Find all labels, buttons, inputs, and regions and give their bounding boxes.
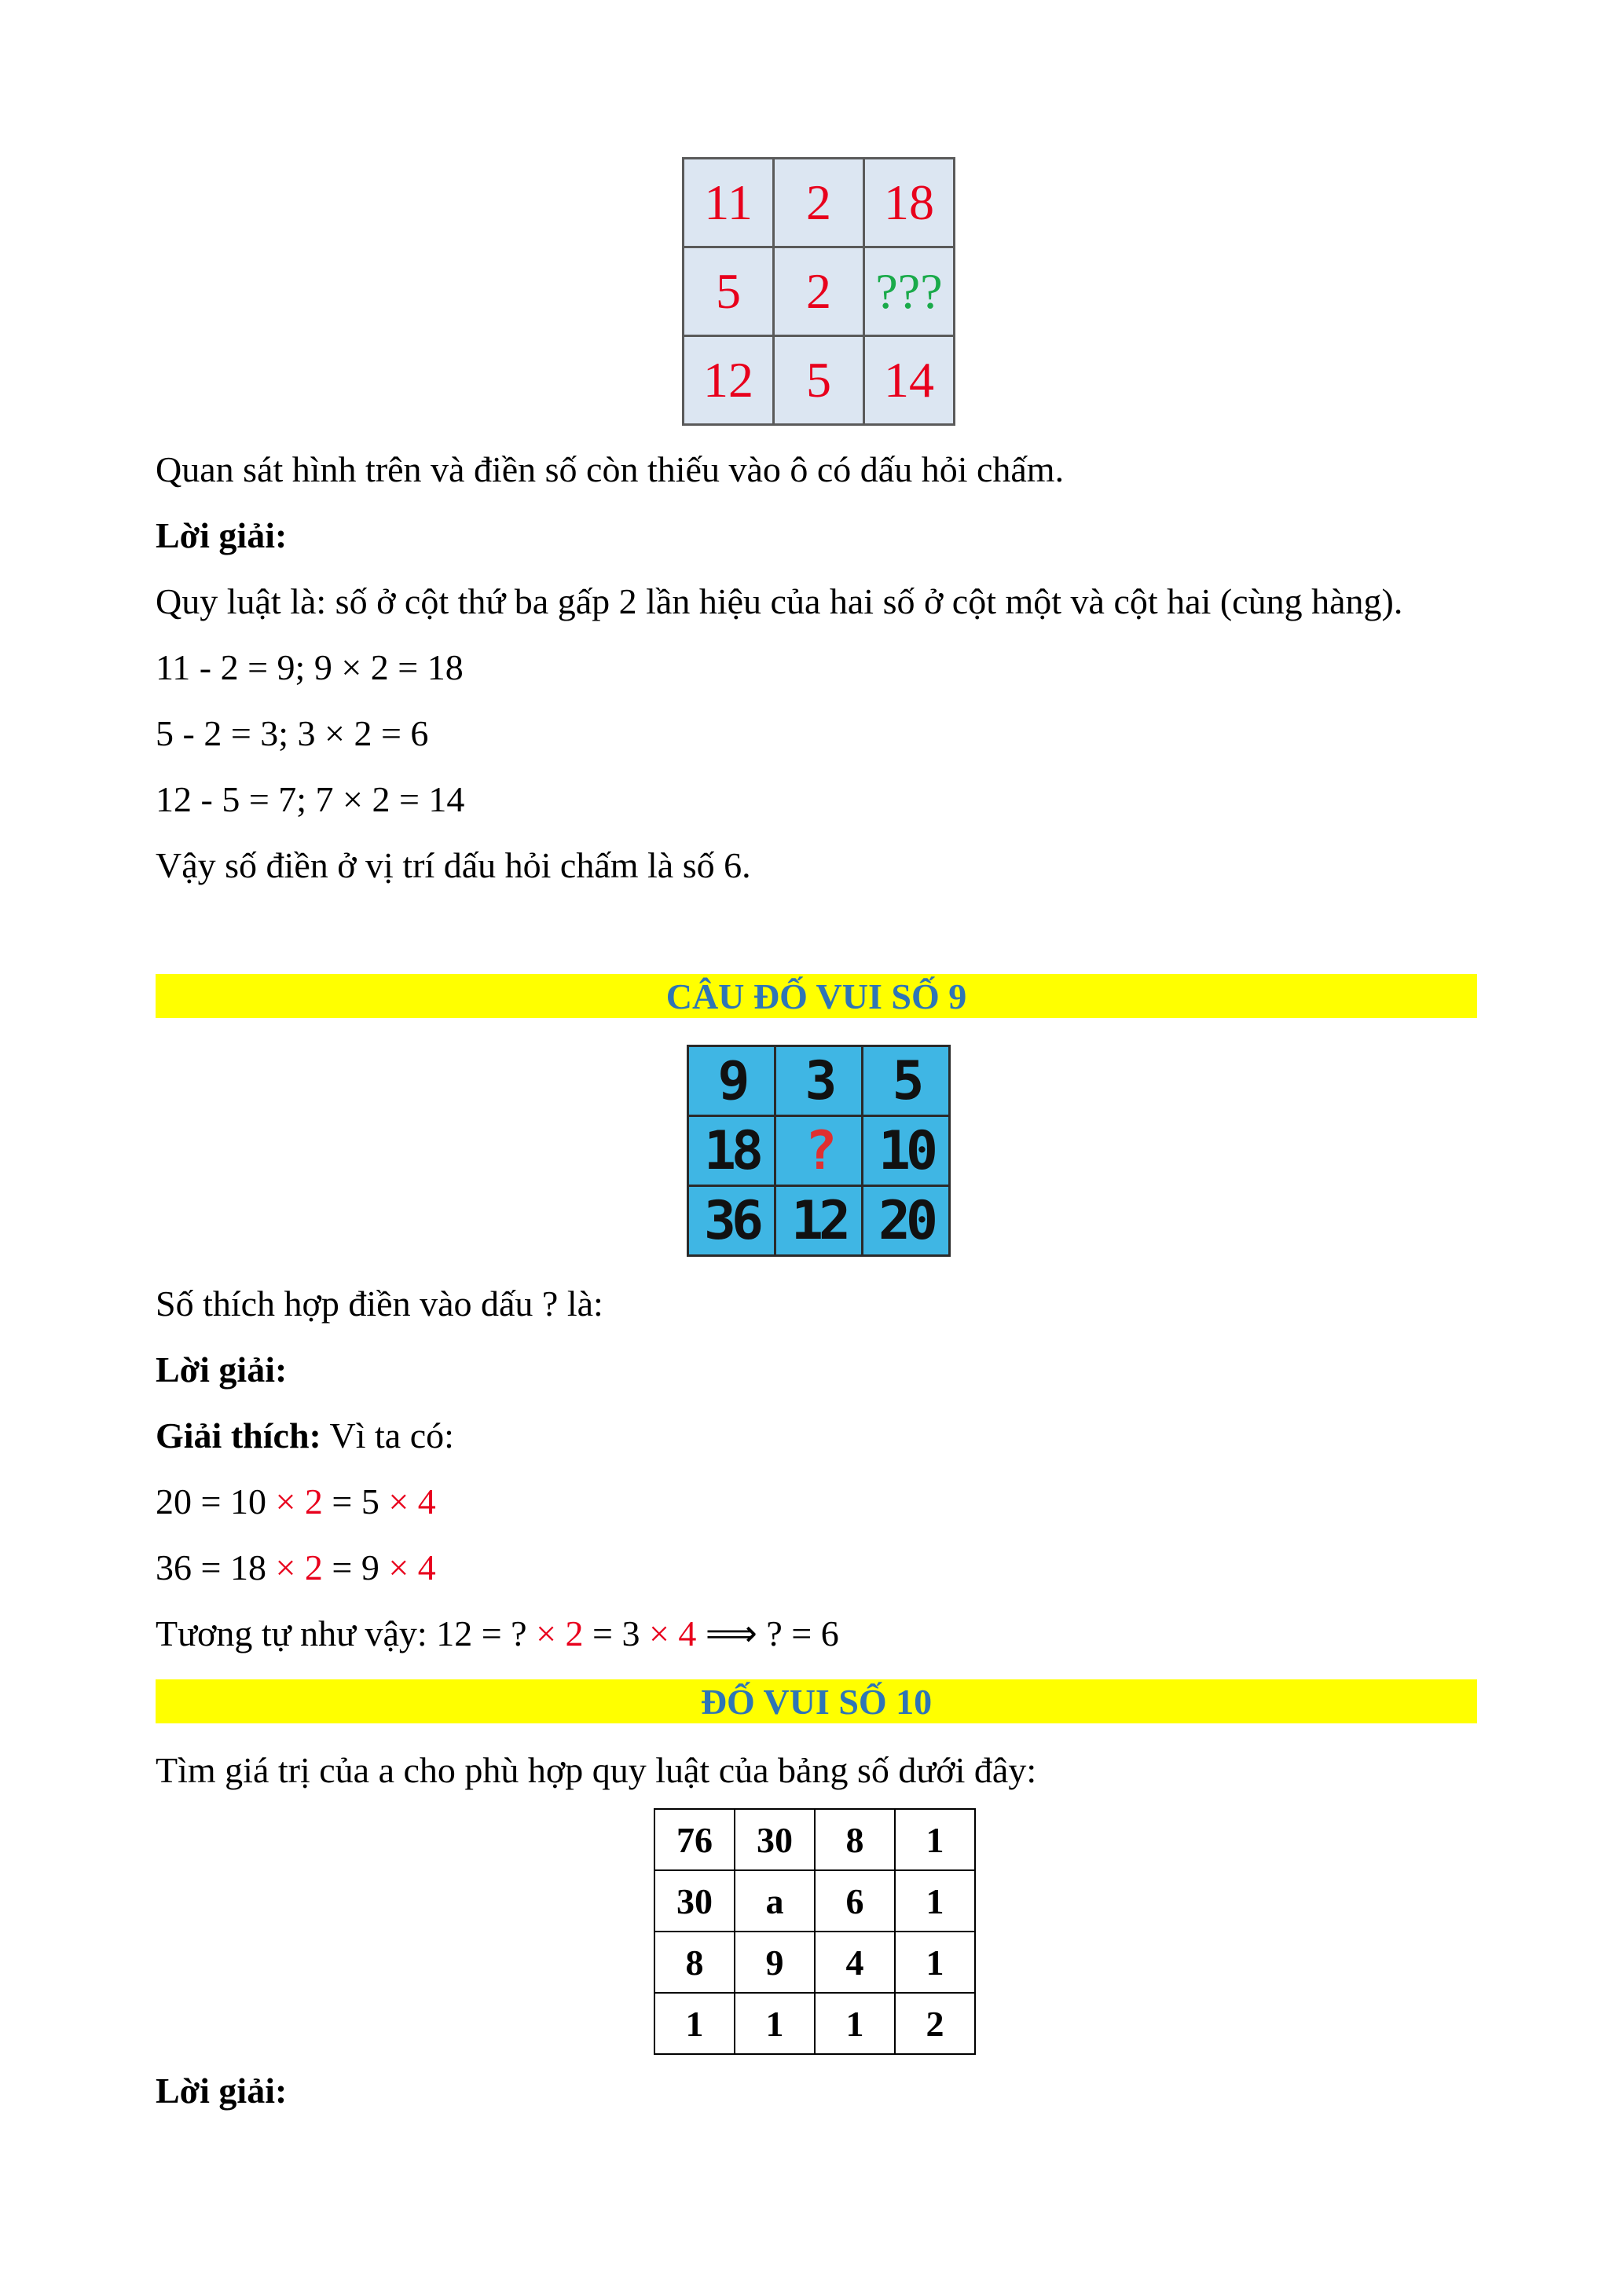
grid-cell: 30 — [735, 1809, 815, 1870]
puzzle8-text — [156, 437, 1476, 899]
grid-cell: 30 — [654, 1870, 735, 1932]
grid-row — [684, 336, 955, 425]
grid-cell: 5 — [684, 247, 774, 336]
explain-text: Vì ta có: — [321, 1415, 454, 1456]
grid-cell: 8 — [654, 1932, 735, 1993]
grid-row — [654, 1993, 975, 2054]
grid-cell: 5 — [863, 1046, 950, 1116]
grid-cell-question: ??? — [864, 247, 955, 336]
puzzle8-grid — [682, 157, 955, 426]
grid-cell: 36 — [688, 1186, 775, 1256]
grid-cell: 18 — [688, 1116, 775, 1186]
grid-row — [654, 1809, 975, 1870]
puzzle9-text — [156, 1271, 1476, 1667]
equation-part-highlight: × 4 — [388, 1547, 436, 1587]
grid-cell: 1 — [654, 1993, 735, 2054]
grid-cell: 6 — [815, 1870, 895, 1932]
grid-row — [688, 1046, 950, 1116]
grid-row — [688, 1116, 950, 1186]
grid-cell: 4 — [815, 1932, 895, 1993]
conclusion-text: Vậy số điền ở vị trí dấu hỏi chấm là số 6. — [156, 845, 751, 885]
grid-row — [688, 1186, 950, 1256]
puzzle10-grid — [654, 1808, 976, 2055]
equation-part: = 3 — [583, 1613, 649, 1653]
solution-label: Lời giải: — [156, 1349, 288, 1390]
grid-cell: 8 — [815, 1809, 895, 1870]
explain-label: Giải thích: — [156, 1415, 321, 1456]
grid-cell: 76 — [654, 1809, 735, 1870]
puzzle9-grid — [687, 1045, 951, 1257]
grid-cell: 10 — [863, 1116, 950, 1186]
grid-cell: 3 — [775, 1046, 863, 1116]
grid-cell: a — [735, 1870, 815, 1932]
equation-line — [156, 1601, 1476, 1667]
puzzle10-question: Tìm giá trị của a cho phù hợp quy luật của bảng số dưới đây: — [156, 1750, 1037, 1790]
equation-part: 20 = 10 — [156, 1481, 276, 1522]
grid-cell: 2 — [774, 247, 864, 336]
puzzle9-banner: CÂU ĐỐ VUI SỐ 9 — [156, 974, 1477, 1018]
grid-cell: 2 — [895, 1993, 975, 2054]
grid-row — [684, 247, 955, 336]
explain-line — [156, 1403, 1476, 1469]
grid-cell: 12 — [775, 1186, 863, 1256]
equation-part-highlight: × 4 — [388, 1481, 436, 1522]
solution-label: Lời giải: — [156, 515, 288, 555]
equation-part-highlight: × 2 — [275, 1481, 323, 1522]
equation-line: 11 - 2 = 9; 9 × 2 = 18 — [156, 647, 464, 687]
grid-cell: 1 — [895, 1809, 975, 1870]
rule-text: Quy luật là: số ở cột thứ ba gấp 2 lần hiệu của hai số ở cột một và cột hai (cùng hàng). — [156, 581, 1403, 621]
equation-line: 12 - 5 = 7; 7 × 2 = 14 — [156, 779, 465, 819]
grid-cell: 1 — [895, 1870, 975, 1932]
question-text: Quan sát hình trên và điền số còn thiếu vào ô có dấu hỏi chấm. — [156, 449, 1065, 489]
grid-cell-question: ? — [775, 1116, 863, 1186]
grid-row — [654, 1870, 975, 1932]
grid-cell: 18 — [864, 159, 955, 247]
equation-part: = 5 — [322, 1481, 389, 1522]
grid-cell: 1 — [815, 1993, 895, 2054]
question-text: Số thích hợp điền vào dấu ? là: — [156, 1283, 603, 1324]
equation-line — [156, 1535, 1476, 1601]
grid-cell: 1 — [735, 1993, 815, 2054]
grid-row — [684, 159, 955, 247]
grid-cell: 11 — [684, 159, 774, 247]
equation-part: Tương tự như vậy: 12 = ? — [156, 1613, 537, 1653]
grid-cell: 1 — [895, 1932, 975, 1993]
equation-part-highlight: × 2 — [536, 1613, 584, 1653]
equation-line: 5 - 2 = 3; 3 × 2 = 6 — [156, 713, 429, 753]
grid-cell: 12 — [684, 336, 774, 425]
grid-cell: 5 — [774, 336, 864, 425]
grid-cell: 20 — [863, 1186, 950, 1256]
equation-part: 36 = 18 — [156, 1547, 276, 1587]
grid-cell: 14 — [864, 336, 955, 425]
grid-cell: 9 — [735, 1932, 815, 1993]
puzzle10-banner: ĐỐ VUI SỐ 10 — [156, 1679, 1477, 1723]
equation-part-highlight: × 4 — [648, 1613, 697, 1653]
grid-cell: 2 — [774, 159, 864, 247]
puzzle10-solution-label: Lời giải: — [156, 2071, 288, 2111]
equation-line — [156, 1469, 1476, 1535]
equation-part: = 9 — [322, 1547, 389, 1587]
equation-part: ⟹ ? = 6 — [696, 1613, 839, 1653]
equation-part-highlight: × 2 — [275, 1547, 323, 1587]
grid-row — [654, 1932, 975, 1993]
grid-cell: 9 — [688, 1046, 775, 1116]
